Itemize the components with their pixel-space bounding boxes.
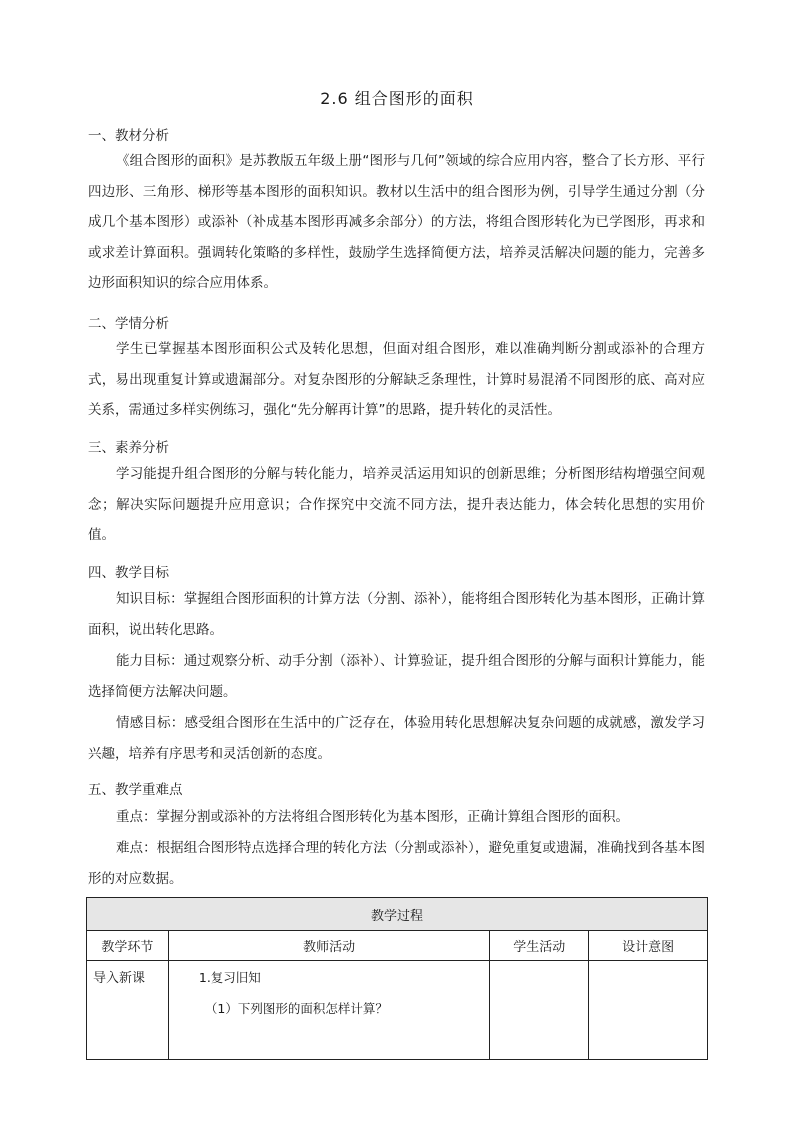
paragraph-emotion-objective: 情感目标：感受组合图形在生活中的广泛存在，体验用转化思想解决复杂问题的成就感，激发学习兴趣，培养有序思考和灵活创新的态度。 [88,715,705,762]
paragraph-difficult-point: 难点：根据组合图形特点选择合理的转化方法（分割或添补），避免重复或遗漏，准确找到各基本图形的对应数据。 [88,840,705,887]
cell-teacher-activity [168,961,489,1060]
section-heading-literacy-analysis: 三、素养分析 [88,440,169,456]
teacher-activity-line: 1.复习旧知 [198,970,261,985]
table-row [87,961,708,1060]
cell-stage: 导入新课 [87,961,169,1060]
section-heading-textbook-analysis: 一、教材分析 [88,128,169,144]
teacher-activity-line: （1）下列图形的面积怎样计算？ [204,1001,388,1016]
column-header-stage: 教学环节 [87,931,169,961]
paragraph-knowledge-objective: 知识目标：掌握组合图形面积的计算方法（分割、添补），能将组合图形转化为基本图形，正确计算面积，说出转化思路。 [88,591,705,638]
column-header-teacher-activity: 教师活动 [168,931,489,961]
teaching-process-table [86,897,708,1060]
cell-student-activity [490,961,589,1060]
table-caption: 教学过程 [87,898,708,931]
paragraph-student-analysis: 学生已掌握基本图形面积公式及转化思想，但面对组合图形，难以准确判断分割或添补的合理方式，易出现重复计算或遗漏部分。对复杂图形的分解缺乏条理性，计算时易混淆不同图形的底、高对应关系，需通过多样实例练习，强化“先分解再计算”的思路，提升转化的灵活性。 [88,341,705,418]
paragraph-ability-objective: 能力目标：通过观察分析、动手分割（添补）、计算验证，提升组合图形的分解与面积计算能力，能选择简便方法解决问题。 [88,653,705,700]
paragraph-key-point: 重点：掌握分割或添补的方法将组合图形转化为基本图形，正确计算组合图形的面积。 [116,809,629,825]
paragraph-textbook-analysis: 《组合图形的面积》是苏教版五年级上册“图形与几何”领域的综合应用内容，整合了长方形、平行四边形、三角形、梯形等基本图形的面积知识。教材以生活中的组合图形为例，引导学生通过分割（分成几个基本图形）或添补（补成基本图形再减多余部分）的方法，将组合图形转化为已学图形，再求和或求差计算面积。强调转化策略的多样性，鼓励学生选择简便方法，培养灵活解决问题的能力，完善多边形面积知识的综合应用体系。 [88,153,705,291]
cell-design-intent [589,961,708,1060]
page-title: 2.6 组合图形的面积 [320,89,474,108]
paragraph-literacy-analysis: 学习能提升组合图形的分解与转化能力，培养灵活运用知识的创新思维；分析图形结构增强空间观念；解决实际问题提升应用意识；合作探究中交流不同方法，提升表达能力，体会转化思想的实用价值。 [88,466,705,543]
section-heading-key-difficult-points: 五、教学重难点 [88,782,183,798]
section-heading-student-analysis: 二、学情分析 [88,316,169,332]
column-header-student-activity: 学生活动 [490,931,589,961]
section-heading-teaching-objectives: 四、教学目标 [88,565,169,581]
column-header-design-intent: 设计意图 [589,931,708,961]
